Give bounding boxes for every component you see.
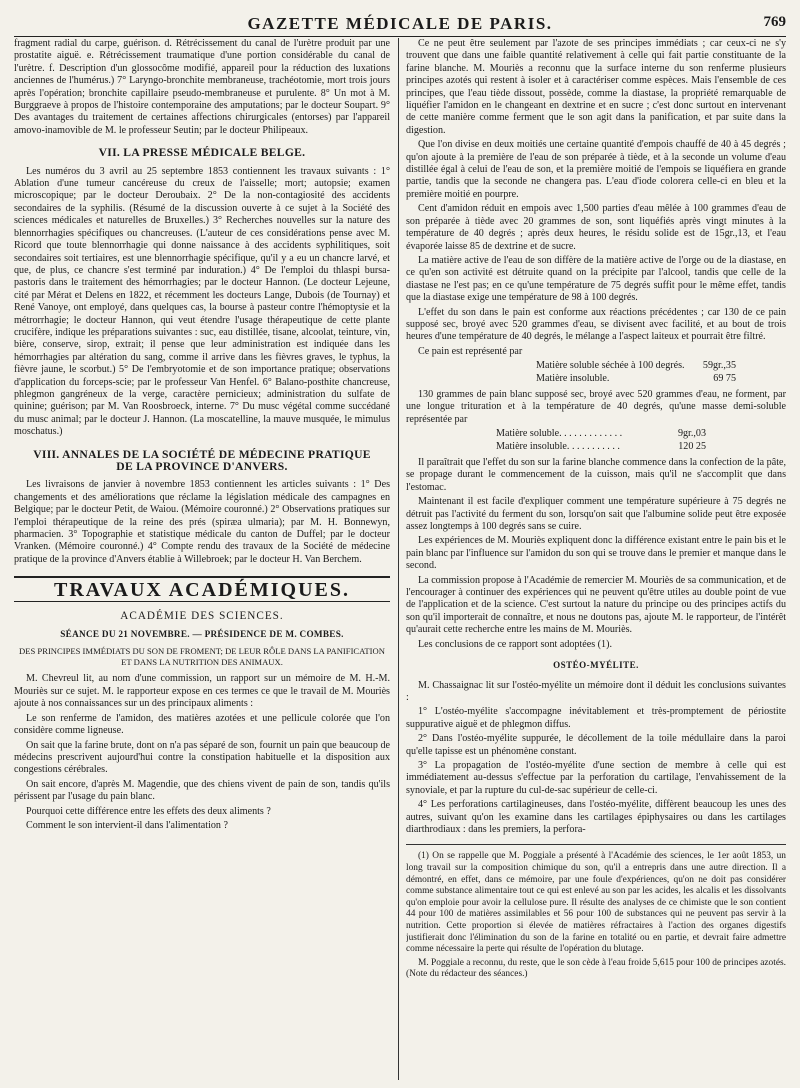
paragraph: Il paraîtrait que l'effet du son sur la farine blanche commence dans la confection de la pâte, se propage durant le commencement de la cuisson, mais qu'il ne s'accomplit que dans l'estomac. — [406, 457, 786, 493]
paragraph: Les numéros du 3 avril au 25 septembre 1853 contiennent les travaux suivants : 1° Ablation d'une tumeur cancéreuse du creux de l'aisselle; mort; autopsie; examen microscopique; par le docteur Deroubaix. 2° De la non-contagiosité des accidents secondaires de la syphilis. (Résumé de la discussion ouverte à ce sujet à la Société des sciences médicales et naturelles de Bruxelles.) 3° Recherches nouvelles sur la nature des blennorrhagies spécifiques ou chancreuses. (L'auteur de ces considérations pense avec M. Ricord que toute blennorrhagie qui donne naissance à des accidents syphilitiques, soit secondaires soit tertiaires, est une blennorrhagie spécifique, qu'il y a eu un chancre larvé, et que, de plus, ce chancre s'est terminé par induration.) 4° De l'emploi du thlaspi bursa-pastoris dans le traitement des hémorrhagies; par le docteur Hannon. (Le docteur Lejeune, cité par Mérat et Delens en 1822, et récemment les docteurs Lange, Dubois (de Tournay) et René Vanoye, ont employé, dans quelques cas, la bourse à pasteur contre l'hémoptysie et la métrorrhagie; le docteur Hannon, qui veut étendre l'usage thérapeutique de cette plante crucifère, indique les préparations suivantes : suc, eau distillée, tisane, alcoolat, teinture, vin, bière, conserve, sirop, extrait; il pense que leur administration est indiquée dans les hémorrhagies par altération du sang, comme il arrive dans les fièvres graves, le typhus, la fièvre jaune, le scorbut.) 5° De l'embryotomie et de son importance pratique; observations d'application du forceps-scie; par le professeur Van Henfel. 6° Balano-posthite chancreuse, phlegmon gangréneux de la verge, caractère pernicieux; administration du sulfate de quinine; guérison; par M. Van Roosbroeck, interne. 7° Du musc végétal comme succédané du musc animal; par le docteur J. Hannon. (La moscatelline, la mauve musquée, le mimulus moschatus.) — [14, 165, 390, 438]
paragraph: Les expériences de M. Mouriès expliquent donc la différence existant entre le pain bis et le pain blanc par l'influence sur l'amidon du son qui se trouve dans le premier et manque dans le second. — [406, 535, 786, 572]
page-number: 769 — [763, 14, 786, 30]
paragraph: M. Chevreul lit, au nom d'une commission, un rapport sur un mémoire de M. H.-M. Mouriès sur ce sujet. M. le rapporteur expose en ces termes ce que le travail de M. Mouriès ajoute à nos connaissances sur un des principaux aliments : — [14, 673, 390, 710]
article-heading: DES PRINCIPES IMMÉDIATS DU SON DE FROMENT; DE LEUR RÔLE DANS LA PANIFICATION ET DANS LA NUTRITION DES ANIMAUX. — [19, 646, 385, 668]
paragraph: Les livraisons de janvier à novembre 1853 contiennent les articles suivants : 1° Des changements et des améliorations que réclame la législation médicale des campagnes en Belgique; par le docteur Petit, de Waiou. (Mémoire couronné.) 2° Observations pratiques sur l'emploi thérapeutique de la reine des prés (spiræa ulmaria); par M. H. Bonnewyn, pharmacien. 3° Topographie et statistique médicale du canton de Duffel; par le docteur Vranken. (Mémoire couronné.) 4° Compte rendu des travaux de la Société de médecine pratique de la province d'Anvers établie à Willebroek; par le docteur H. Van Berchem. — [14, 479, 390, 565]
table-label: Matière soluble séchée à 100 degrés. — [536, 360, 685, 372]
section-heading-line: VIII. ANNALES DE LA SOCIÉTÉ DE MÉDECINE PRATIQUE — [33, 447, 371, 461]
paragraph: Maintenant il est facile d'expliquer comment une température supérieure à 75 degrés ne détruit pas l'activité du ferment du son, lorsqu'on sait que l'albumine solide peut être exposée assez longtemps à 100 degrés sans se cuire. — [406, 496, 786, 533]
table-row — [536, 373, 736, 385]
academie-heading: ACADÉMIE DES SCIENCES. — [120, 609, 284, 622]
footnote-divider — [406, 844, 786, 845]
paragraph: On sait encore, d'après M. Magendie, que des chiens vivent de pain de son, tandis qu'ils périssent par l'usage du pain blanc. — [14, 778, 390, 803]
table-label: Matière insoluble. . . . . . . . . . . — [496, 440, 620, 452]
paragraph: Comment le son intervient-il dans l'alimentation ? — [26, 819, 228, 831]
paragraph: Cent d'amidon réduit en empois avec 1,500 parties d'eau mêlée à 100 grammes d'eau de son préparée à tiède avec 20 grammes de son, sont liquéfiés après vingt minutes à la température de 40 degrés ; après deux heures, le résidu solide est de 15gr.,13, et l'eau évaporée laisse 85 de dextrine et de sucre. — [406, 203, 786, 252]
paragraph: fragment radial du carpe, guérison. d. Rétrécissement du canal de l'urètre produit par une prostatite aiguë. e. Rétrécissement traumatique d'une portion considérable du canal de l'urètre. f. Description d'un glossocôme modifié, appareil pour la réduction des luxations anciennes de l'humérus.) 7° Laryngo-bronchite membraneuse, trachéotomie, mort trois jours après l'opération; bronchite capillaire pseudo-membraneuse et purulente. 8° Un mot à M. Burggraeve à propos de l'histoire contemporaine des amputations; par le docteur Soupart. 9° Des avantages du traitement de certaines affections chirurgicales (entorses) par l'appareil amovo-inamovible de M. le professeur Seutin; par le docteur Philipeaux. — [14, 38, 390, 136]
section-heading-line: DE LA PROVINCE D'ANVERS. — [116, 460, 288, 473]
left-column — [14, 38, 390, 1080]
paragraph: Pourquoi cette différence entre les effets des deux aliments ? — [26, 805, 271, 817]
table-value: 59gr.,35 — [702, 360, 736, 372]
paragraph: Le son renferme de l'amidon, des matières azotées et une pellicule colorée que l'on considère comme ligneuse. — [14, 712, 390, 737]
paragraph: 130 grammes de pain blanc supposé sec, broyé avec 520 grammes d'eau, ne forment, par une longue trituration et à la température de 40 degrés, qu'une masse demi-soluble représentée par — [406, 388, 786, 425]
table-value: 120 25 — [678, 440, 706, 452]
footnote: M. Poggiale a reconnu, du reste, que le son cède à l'eau froide 5,615 pour 100 de principes azotés. (Note du rédacteur des séances.) — [406, 957, 786, 980]
travaux-heading: TRAVAUX ACADÉMIQUES. — [14, 576, 390, 601]
table-label: Matière insoluble. — [536, 372, 610, 384]
page-header — [14, 6, 786, 37]
paragraph: Ce ne peut être seulement par l'azote de ses principes immédiats ; car ceux-ci ne s'y trouvent que dans une faible quantité relativement à celle qui fait partie constituante de la farine blanche. M. Mouriès a reconnu que la surface interne du son renferme plusieurs principes azotés qui restent à isoler et à caractériser comme espèces. Mais l'ensemble de ces principes, que l'eau tiède dissout, possède, comme la diastase, la propriété remarquable de liquéfier l'amidon en le changeant en dextrine et en sucre ; c'est donc surtout en intervenant de cette manière comme ferment que le son agit dans la panification, et par suite dans la digestion. — [406, 38, 786, 136]
paragraph: 3° La propagation de l'ostéo-myélite d'une section de membre à celle qui est immédiatement au-dessus s'effectue par la perforation du cartilage, l'envahissement de la synoviale, et par la rupture du cul-de-sac supérieur de celle-ci. — [406, 759, 786, 796]
paragraph: Ce pain est représenté par — [418, 345, 523, 357]
paragraph: La commission propose à l'Académie de remercier M. Mouriès de sa communication, et de l'encourager à continuer des expériences qui ne peuvent qu'être utiles au double point de vue de l'application et de la science. C'est surtout la nature du principe ou des principes actifs du son qu'il importerait de connaître, et nous ne doutons pas, ajoute M. le rapporteur, de l'intérêt qu'aurait cette recherche entre les mains de M. Mouriès. — [406, 574, 786, 636]
column-rule — [398, 38, 399, 1080]
paragraph: Que l'on divise en deux moitiés une certaine quantité d'empois chauffé de 40 à 45 degrés ; qu'on ajoute à la première de l'eau de son préparée à tiède, et à la seconde un volume d'eau distillée égal à celui de l'eau de son, et la première moitié de l'empois se liquéfiera en grande partie, tandis que la seconde ne changera pas. L'eau d'iode colorera celle-ci en bleu et la première moitié en pourpre. — [406, 139, 786, 200]
paragraph: L'effet du son dans le pain est conforme aux réactions précédentes ; car 130 de ce pain supposé sec, broyé avec 520 grammes d'eau, se divisent avec facilité, et au bout de trois heures d'une température de 40 degrés, le mélange a l'aspect laiteux et pourrait être filtré. — [406, 306, 786, 343]
table-label: Matière soluble. . . . . . . . . . . . . — [496, 428, 623, 440]
right-column — [406, 38, 786, 1080]
table-row — [496, 428, 706, 440]
journal-title: GAZETTE MÉDICALE DE PARIS. — [247, 14, 553, 33]
paragraph: M. Chassaignac lit sur l'ostéo-myélite un mémoire dont il déduit les conclusions suivantes : — [406, 679, 786, 703]
paragraph: Les conclusions de ce rapport sont adoptées (1). — [418, 638, 612, 650]
paragraph: 4° Les perforations cartilagineuses, dans l'ostéo-myélite, diffèrent beaucoup les unes des autres, suivant qu'on les examine dans les cartilages épiphysaires ou dans les cartilages diarthrodiaux : dans les premiers, la perfora- — [406, 799, 786, 835]
table-value: 9gr.,03 — [677, 428, 706, 440]
paragraph: 1° L'ostéo-myélite s'accompagne inévitablement et très-promptement de périostite suppurative aiguë et de phlegmon diffus. — [406, 706, 786, 730]
table-row — [496, 441, 706, 453]
seance-heading: SÉANCE DU 21 NOVEMBRE. — PRÉSIDENCE DE M. COMBES. — [60, 629, 344, 640]
footnote: (1) On se rappelle que M. Poggiale a présenté à l'Académie des sciences, le 1er août 1853, un long travail sur la composition chimique du son, qu'il a entrepris dans une autre direction. Il a démontré, en effet, dans ce mémoire, par une foule d'expériences, qu'on ne doit pas considérer comme substance alimentaire tout ce qui est enlevé au son par les acides, les alcalis et les dissolvants qu'on emploie pour avoir la cellulose pure. Il résulte des analyses de ce chimiste que le son contient 44 pour 100 de matières assimilables et 56 pour 100 de substances qui ne peuvent pas servir à la nutrition. Cette proportion si élevée de matières réfractaires à l'action des organes digestifs justifierait donc l'élimination du son de la farine en totalité ou en partie, et devrait faire admettre comme nécessaire la perte qui résulte de l'opération du blutage. — [406, 851, 786, 955]
section-heading-viii — [14, 449, 390, 474]
paragraph: La matière active de l'eau de son diffère de la matière active de l'orge ou de la diastase, en ce qu'en son activité est détruite quand on la précipite par l'alcool, tandis que celle de la diastase ne l'est pas; en ce qu'une température de 75 degrés suffit pour le même effet, tandis que la diastase exige une température de 98 à 100 degrés. — [406, 254, 786, 304]
paragraph: 2° Dans l'ostéo-myélite suppurée, le décollement de la toile médullaire dans la paroi qu'elle tapisse est un phénomène constant. — [406, 733, 786, 757]
section-heading-vii: VII. LA PRESSE MÉDICALE BELGE. — [98, 146, 306, 160]
table-value: 69 75 — [713, 372, 736, 384]
paragraph: On sait que la farine brute, dont on n'a pas séparé de son, fournit un pain que beaucoup de médecins prescrivent aujourd'hui contre la constipation habituelle et la disposition aux congestions cérébrales. — [14, 739, 390, 776]
osteo-heading: OSTÉO-MYÉLITE. — [553, 660, 639, 671]
table-row — [536, 360, 736, 372]
